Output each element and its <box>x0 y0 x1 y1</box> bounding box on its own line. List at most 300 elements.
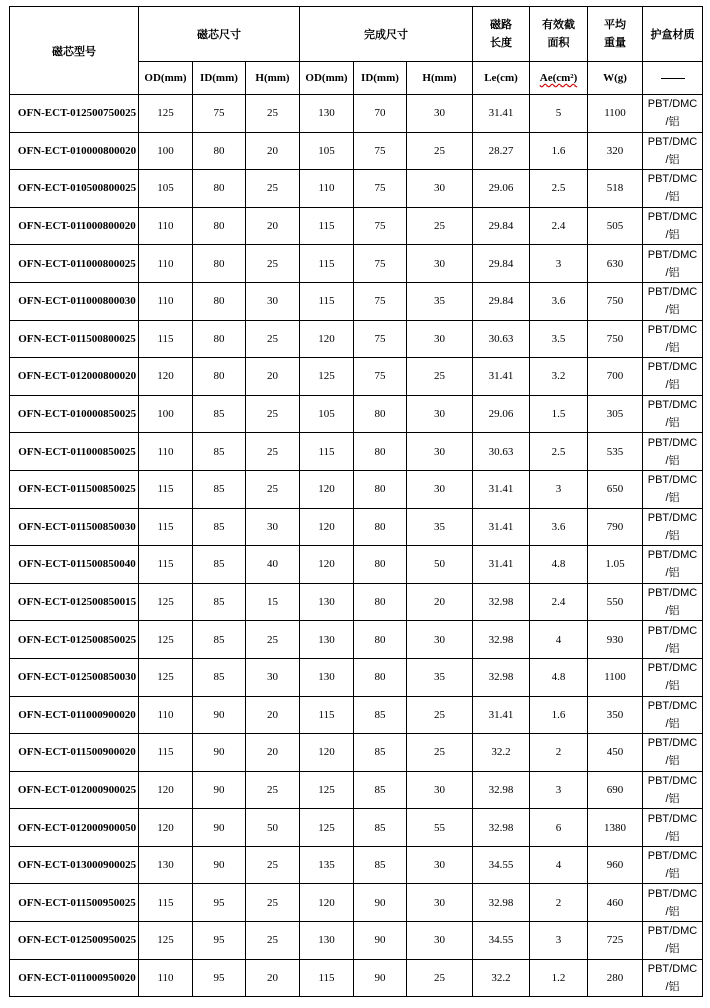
material-line1: PBT/DMC <box>647 323 698 336</box>
le-cell: 34.55 <box>473 846 530 884</box>
weight-cell: 790 <box>588 508 643 546</box>
h-core-cell: 25 <box>246 884 300 922</box>
model-cell: OFN-ECT-012000900025 <box>10 771 139 809</box>
material-line2: /铝 <box>665 529 680 542</box>
h-finished-cell: 30 <box>407 95 473 133</box>
model-cell: OFN-ECT-011500850030 <box>10 508 139 546</box>
ae-cell: 3.5 <box>530 320 588 358</box>
header-h-core: H(mm) <box>246 62 300 95</box>
material-cell <box>643 771 703 809</box>
table-row <box>10 658 703 696</box>
id-core-cell: 85 <box>193 508 246 546</box>
le-cell: 32.98 <box>473 884 530 922</box>
od-core-cell: 110 <box>139 433 193 471</box>
table-row <box>10 546 703 584</box>
material-line1: PBT/DMC <box>647 737 698 750</box>
id-finished-cell: 85 <box>354 771 407 809</box>
id-core-cell: 75 <box>193 95 246 133</box>
le-cell: 32.2 <box>473 734 530 772</box>
ae-cell: 3.6 <box>530 508 588 546</box>
le-cell: 32.98 <box>473 809 530 847</box>
od-finished-cell: 130 <box>300 583 354 621</box>
material-line1: PBT/DMC <box>647 699 698 712</box>
h-core-cell: 30 <box>246 658 300 696</box>
ae-cell: 3.2 <box>530 358 588 396</box>
id-finished-cell: 75 <box>354 132 407 170</box>
od-finished-cell: 115 <box>300 207 354 245</box>
header-h-finished: H(mm) <box>407 62 473 95</box>
od-core-cell: 110 <box>139 959 193 997</box>
od-core-cell: 125 <box>139 621 193 659</box>
le-cell: 31.41 <box>473 696 530 734</box>
header-row-main <box>10 7 703 62</box>
material-line2: /铝 <box>665 980 680 993</box>
material-line2: /铝 <box>665 492 680 505</box>
material-line1: PBT/DMC <box>647 173 698 186</box>
material-line2: /铝 <box>665 266 680 279</box>
od-finished-cell: 110 <box>300 170 354 208</box>
od-finished-cell: 115 <box>300 959 354 997</box>
le-cell: 31.41 <box>473 470 530 508</box>
table-row <box>10 884 703 922</box>
material-cell <box>643 846 703 884</box>
id-core-cell: 85 <box>193 470 246 508</box>
id-core-cell: 90 <box>193 809 246 847</box>
header-avg-weight-line2: 重量 <box>604 37 626 49</box>
od-finished-cell: 130 <box>300 658 354 696</box>
material-line1: PBT/DMC <box>647 286 698 299</box>
h-core-cell: 20 <box>246 358 300 396</box>
weight-cell: 505 <box>588 207 643 245</box>
table-row <box>10 696 703 734</box>
od-core-cell: 115 <box>139 734 193 772</box>
table-row <box>10 207 703 245</box>
od-finished-cell: 120 <box>300 320 354 358</box>
material-line1: PBT/DMC <box>647 436 698 449</box>
weight-cell: 630 <box>588 245 643 283</box>
material-line2: /铝 <box>665 755 680 768</box>
id-finished-cell: 80 <box>354 583 407 621</box>
material-line2: /铝 <box>665 341 680 354</box>
ae-cell: 2 <box>530 884 588 922</box>
h-finished-cell: 30 <box>407 433 473 471</box>
material-cell <box>643 282 703 320</box>
header-od-finished: OD(mm) <box>300 62 354 95</box>
le-cell: 32.98 <box>473 771 530 809</box>
od-finished-cell: 115 <box>300 433 354 471</box>
model-cell: OFN-ECT-013000900025 <box>10 846 139 884</box>
le-cell: 31.41 <box>473 546 530 584</box>
od-core-cell: 110 <box>139 696 193 734</box>
id-finished-cell: 80 <box>354 658 407 696</box>
header-path-length-line2: 长度 <box>490 37 512 49</box>
od-finished-cell: 125 <box>300 771 354 809</box>
od-core-cell: 125 <box>139 922 193 960</box>
id-core-cell: 80 <box>193 245 246 283</box>
table-row <box>10 846 703 884</box>
table-row <box>10 621 703 659</box>
model-cell: OFN-ECT-012000800020 <box>10 358 139 396</box>
h-finished-cell: 25 <box>407 132 473 170</box>
material-line1: PBT/DMC <box>647 511 698 524</box>
model-cell: OFN-ECT-012500950025 <box>10 922 139 960</box>
ae-cell: 3 <box>530 771 588 809</box>
material-cell <box>643 922 703 960</box>
id-finished-cell: 90 <box>354 922 407 960</box>
id-finished-cell: 80 <box>354 470 407 508</box>
material-line1: PBT/DMC <box>647 98 698 111</box>
od-finished-cell: 115 <box>300 245 354 283</box>
material-line2: /铝 <box>665 680 680 693</box>
id-core-cell: 80 <box>193 207 246 245</box>
od-core-cell: 125 <box>139 658 193 696</box>
material-line1: PBT/DMC <box>647 812 698 825</box>
id-finished-cell: 85 <box>354 846 407 884</box>
od-finished-cell: 120 <box>300 470 354 508</box>
weight-cell: 305 <box>588 395 643 433</box>
h-finished-cell: 35 <box>407 282 473 320</box>
h-core-cell: 25 <box>246 320 300 358</box>
ae-cell: 6 <box>530 809 588 847</box>
material-line1: PBT/DMC <box>647 962 698 975</box>
ae-cell: 4 <box>530 846 588 884</box>
od-finished-cell: 130 <box>300 95 354 133</box>
ae-cell: 3 <box>530 470 588 508</box>
ae-cell: 1.6 <box>530 132 588 170</box>
od-finished-cell: 120 <box>300 508 354 546</box>
weight-cell: 930 <box>588 621 643 659</box>
material-line1: PBT/DMC <box>647 474 698 487</box>
od-core-cell: 120 <box>139 809 193 847</box>
od-core-cell: 115 <box>139 546 193 584</box>
table-row <box>10 395 703 433</box>
weight-cell: 460 <box>588 884 643 922</box>
h-core-cell: 25 <box>246 95 300 133</box>
id-finished-cell: 80 <box>354 395 407 433</box>
material-line2: /铝 <box>665 830 680 843</box>
h-finished-cell: 30 <box>407 884 473 922</box>
material-line1: PBT/DMC <box>647 211 698 224</box>
material-line2: /铝 <box>665 116 680 129</box>
le-cell: 30.63 <box>473 320 530 358</box>
material-line2: /铝 <box>665 642 680 655</box>
ae-cell: 2.4 <box>530 583 588 621</box>
od-core-cell: 105 <box>139 170 193 208</box>
id-finished-cell: 80 <box>354 508 407 546</box>
header-le: Le(cm) <box>473 62 530 95</box>
od-finished-cell: 135 <box>300 846 354 884</box>
model-cell: OFN-ECT-011500950025 <box>10 884 139 922</box>
od-finished-cell: 105 <box>300 395 354 433</box>
material-cell <box>643 320 703 358</box>
model-cell: OFN-ECT-012500850015 <box>10 583 139 621</box>
h-finished-cell: 35 <box>407 658 473 696</box>
model-cell: OFN-ECT-012500850030 <box>10 658 139 696</box>
material-cell <box>643 696 703 734</box>
h-finished-cell: 55 <box>407 809 473 847</box>
ae-cell: 5 <box>530 95 588 133</box>
header-ae: Ae(cm²) <box>530 62 588 95</box>
material-cell <box>643 546 703 584</box>
h-finished-cell: 30 <box>407 846 473 884</box>
id-finished-cell: 85 <box>354 734 407 772</box>
material-cell <box>643 395 703 433</box>
h-finished-cell: 30 <box>407 245 473 283</box>
id-finished-cell: 75 <box>354 207 407 245</box>
od-core-cell: 110 <box>139 245 193 283</box>
weight-cell: 725 <box>588 922 643 960</box>
id-core-cell: 85 <box>193 583 246 621</box>
id-core-cell: 80 <box>193 320 246 358</box>
weight-cell: 550 <box>588 583 643 621</box>
material-line2: /铝 <box>665 567 680 580</box>
id-core-cell: 85 <box>193 621 246 659</box>
h-finished-cell: 50 <box>407 546 473 584</box>
header-id-finished: ID(mm) <box>354 62 407 95</box>
id-finished-cell: 75 <box>354 282 407 320</box>
table-row <box>10 170 703 208</box>
material-line2: /铝 <box>665 605 680 618</box>
h-finished-cell: 25 <box>407 696 473 734</box>
h-finished-cell: 35 <box>407 508 473 546</box>
ae-cell: 3 <box>530 245 588 283</box>
od-core-cell: 110 <box>139 282 193 320</box>
od-core-cell: 110 <box>139 207 193 245</box>
weight-cell: 518 <box>588 170 643 208</box>
h-core-cell: 30 <box>246 282 300 320</box>
table-row <box>10 922 703 960</box>
le-cell: 28.27 <box>473 132 530 170</box>
h-core-cell: 20 <box>246 696 300 734</box>
id-finished-cell: 75 <box>354 170 407 208</box>
od-core-cell: 130 <box>139 846 193 884</box>
id-core-cell: 85 <box>193 433 246 471</box>
od-core-cell: 125 <box>139 95 193 133</box>
weight-cell: 1100 <box>588 95 643 133</box>
le-cell: 29.84 <box>473 245 530 283</box>
id-core-cell: 95 <box>193 959 246 997</box>
material-cell <box>643 734 703 772</box>
id-finished-cell: 85 <box>354 809 407 847</box>
header-path-length <box>473 7 530 62</box>
header-effective-area-line2: 面积 <box>547 37 570 49</box>
h-core-cell: 20 <box>246 734 300 772</box>
material-line2: /铝 <box>665 868 680 881</box>
model-cell: OFN-ECT-012000900050 <box>10 809 139 847</box>
h-finished-cell: 30 <box>407 470 473 508</box>
material-line1: PBT/DMC <box>647 549 698 562</box>
id-finished-cell: 75 <box>354 245 407 283</box>
od-core-cell: 100 <box>139 132 193 170</box>
model-cell: OFN-ECT-010000850025 <box>10 395 139 433</box>
id-core-cell: 80 <box>193 132 246 170</box>
le-cell: 32.98 <box>473 583 530 621</box>
h-core-cell: 30 <box>246 508 300 546</box>
id-core-cell: 85 <box>193 658 246 696</box>
h-core-cell: 25 <box>246 433 300 471</box>
od-finished-cell: 125 <box>300 809 354 847</box>
h-core-cell: 25 <box>246 922 300 960</box>
id-core-cell: 90 <box>193 734 246 772</box>
le-cell: 29.06 <box>473 170 530 208</box>
od-finished-cell: 130 <box>300 621 354 659</box>
table-row <box>10 959 703 997</box>
h-core-cell: 25 <box>246 170 300 208</box>
material-line1: PBT/DMC <box>647 135 698 148</box>
weight-cell: 700 <box>588 358 643 396</box>
od-core-cell: 100 <box>139 395 193 433</box>
model-cell: OFN-ECT-012500850025 <box>10 621 139 659</box>
material-line1: PBT/DMC <box>647 887 698 900</box>
ae-cell: 2.5 <box>530 170 588 208</box>
id-core-cell: 90 <box>193 846 246 884</box>
material-cell <box>643 508 703 546</box>
model-cell: OFN-ECT-011000900020 <box>10 696 139 734</box>
material-line1: PBT/DMC <box>647 248 698 261</box>
material-line2: /铝 <box>665 229 680 242</box>
ae-cell: 2 <box>530 734 588 772</box>
header-od-core: OD(mm) <box>139 62 193 95</box>
material-cell <box>643 132 703 170</box>
material-cell <box>643 884 703 922</box>
header-finished-size: 完成尺寸 <box>300 7 473 62</box>
ae-cell: 2.4 <box>530 207 588 245</box>
le-cell: 30.63 <box>473 433 530 471</box>
h-finished-cell: 30 <box>407 395 473 433</box>
material-line1: PBT/DMC <box>647 361 698 374</box>
le-cell: 32.98 <box>473 658 530 696</box>
model-cell: OFN-ECT-011500850040 <box>10 546 139 584</box>
weight-cell: 1.05 <box>588 546 643 584</box>
material-cell <box>643 245 703 283</box>
material-line2: /铝 <box>665 191 680 204</box>
id-finished-cell: 75 <box>354 358 407 396</box>
header-material-dash <box>643 62 703 95</box>
le-cell: 31.41 <box>473 358 530 396</box>
material-line2: /铝 <box>665 454 680 467</box>
od-core-cell: 120 <box>139 358 193 396</box>
id-finished-cell: 75 <box>354 320 407 358</box>
model-cell: OFN-ECT-011500900020 <box>10 734 139 772</box>
weight-cell: 1380 <box>588 809 643 847</box>
ae-cell: 3.6 <box>530 282 588 320</box>
material-line1: PBT/DMC <box>647 624 698 637</box>
material-line1: PBT/DMC <box>647 774 698 787</box>
material-cell <box>643 621 703 659</box>
model-cell: OFN-ECT-011000800020 <box>10 207 139 245</box>
le-cell: 32.2 <box>473 959 530 997</box>
material-cell <box>643 207 703 245</box>
le-cell: 29.84 <box>473 282 530 320</box>
weight-cell: 1100 <box>588 658 643 696</box>
model-cell: OFN-ECT-012500750025 <box>10 95 139 133</box>
h-finished-cell: 25 <box>407 959 473 997</box>
table-row <box>10 358 703 396</box>
table-row <box>10 320 703 358</box>
material-line2: /铝 <box>665 379 680 392</box>
h-finished-cell: 30 <box>407 170 473 208</box>
header-path-length-line1: 磁路 <box>490 19 512 31</box>
id-core-cell: 95 <box>193 922 246 960</box>
weight-cell: 960 <box>588 846 643 884</box>
material-line1: PBT/DMC <box>647 925 698 938</box>
material-line1: PBT/DMC <box>647 587 698 600</box>
weight-cell: 690 <box>588 771 643 809</box>
material-cell <box>643 433 703 471</box>
table-row <box>10 771 703 809</box>
h-finished-cell: 25 <box>407 207 473 245</box>
core-spec-table <box>9 6 703 997</box>
model-cell: OFN-ECT-011000950020 <box>10 959 139 997</box>
weight-cell: 280 <box>588 959 643 997</box>
h-core-cell: 25 <box>246 846 300 884</box>
id-finished-cell: 90 <box>354 959 407 997</box>
le-cell: 29.06 <box>473 395 530 433</box>
ae-cell: 1.6 <box>530 696 588 734</box>
table-row <box>10 470 703 508</box>
table-row <box>10 282 703 320</box>
model-cell: OFN-ECT-011000850025 <box>10 433 139 471</box>
header-core-size: 磁芯尺寸 <box>139 7 300 62</box>
le-cell: 31.41 <box>473 508 530 546</box>
weight-cell: 535 <box>588 433 643 471</box>
le-cell: 29.84 <box>473 207 530 245</box>
h-core-cell: 50 <box>246 809 300 847</box>
h-finished-cell: 30 <box>407 922 473 960</box>
header-case-material: 护盒材质 <box>643 7 703 62</box>
header-model: 磁芯型号 <box>10 7 139 95</box>
h-core-cell: 20 <box>246 959 300 997</box>
table-row <box>10 245 703 283</box>
id-core-cell: 85 <box>193 546 246 584</box>
h-finished-cell: 25 <box>407 734 473 772</box>
material-line2: /铝 <box>665 792 680 805</box>
id-core-cell: 80 <box>193 358 246 396</box>
h-core-cell: 25 <box>246 771 300 809</box>
weight-cell: 350 <box>588 696 643 734</box>
id-finished-cell: 85 <box>354 696 407 734</box>
ae-cell: 3 <box>530 922 588 960</box>
od-core-cell: 125 <box>139 583 193 621</box>
header-w: W(g) <box>588 62 643 95</box>
model-cell: OFN-ECT-010500800025 <box>10 170 139 208</box>
od-core-cell: 120 <box>139 771 193 809</box>
ae-cell: 4.8 <box>530 658 588 696</box>
id-core-cell: 85 <box>193 395 246 433</box>
weight-cell: 750 <box>588 320 643 358</box>
h-finished-cell: 20 <box>407 583 473 621</box>
table-body <box>10 95 703 997</box>
header-avg-weight <box>588 7 643 62</box>
od-finished-cell: 115 <box>300 282 354 320</box>
material-line2: /铝 <box>665 417 680 430</box>
h-finished-cell: 30 <box>407 320 473 358</box>
id-finished-cell: 80 <box>354 546 407 584</box>
ae-cell: 4.8 <box>530 546 588 584</box>
header-id-core: ID(mm) <box>193 62 246 95</box>
id-core-cell: 90 <box>193 696 246 734</box>
material-cell <box>643 470 703 508</box>
table-row <box>10 132 703 170</box>
h-core-cell: 25 <box>246 621 300 659</box>
id-finished-cell: 70 <box>354 95 407 133</box>
table-row <box>10 95 703 133</box>
material-cell <box>643 583 703 621</box>
material-cell <box>643 95 703 133</box>
h-finished-cell: 30 <box>407 771 473 809</box>
ae-cell: 4 <box>530 621 588 659</box>
le-cell: 31.41 <box>473 95 530 133</box>
